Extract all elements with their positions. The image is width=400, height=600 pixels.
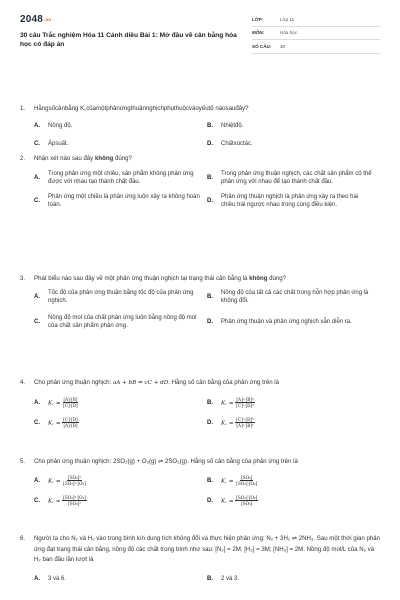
- question-2: [20, 154, 382, 210]
- question-4: [20, 378, 382, 429]
- formula-lhs: K꜀ =: [221, 498, 234, 505]
- option-d[interactable]: [207, 487, 380, 507]
- question-stem: Hằngsốcânbằng K꜀củamộtphảnứngthuậnnghịchphụthuộcvàoyếutố nàosauđây?: [34, 105, 249, 112]
- info-key: SỐ CÂU:: [252, 43, 272, 49]
- fraction-numerator: [SO₃]²: [68, 475, 82, 480]
- option-letter: B.: [207, 123, 213, 129]
- option-text: 3 và 6.: [48, 575, 67, 582]
- stem-part: đúng?: [113, 155, 132, 162]
- fraction-denominator: [SO₂]²·[O₂]: [63, 481, 86, 487]
- stem-part: Cho phản ứng thuận nghịch:: [34, 379, 113, 386]
- stem-part: đúng?: [267, 275, 287, 282]
- option-letter: C.: [34, 198, 40, 205]
- option-letter: B.: [207, 294, 213, 301]
- option-text: Tốc độ của phản ứng thuận bằng tốc độ của phản ứng nghịch.: [48, 290, 194, 305]
- option-b[interactable]: [207, 283, 380, 306]
- fraction: [62, 495, 87, 507]
- option-formula: [221, 495, 380, 507]
- option-letter: D.: [207, 497, 213, 504]
- option-text: Phản ứng một chiều là phản ứng luôn xảy ra không hoàn toàn.: [48, 193, 200, 209]
- option-letter: A.: [34, 399, 40, 406]
- question-stem: Cho phản ứng thuận nghịch: 2SO₂(g) + O₂(g) ⇌ 2SO₃(g). Hằng số cân bằng của phản ứng trên là: [34, 458, 298, 465]
- option-letter: A.: [34, 123, 40, 129]
- option-letter: C.: [34, 497, 40, 504]
- option-b[interactable]: [207, 466, 380, 487]
- option-text: Ápsuất.: [48, 141, 69, 148]
- formula-lhs: K꜀ =: [221, 420, 234, 427]
- fraction: [235, 475, 258, 487]
- fraction-denominator: [SO₃]²: [68, 501, 82, 507]
- option-a[interactable]: [34, 163, 207, 187]
- option-b[interactable]: [207, 163, 380, 187]
- option-letter: B.: [207, 399, 213, 406]
- option-text: Nhiệtđộ.: [221, 123, 244, 129]
- option-c[interactable]: [34, 130, 207, 148]
- fraction-numerator: [A]·[B]: [63, 397, 78, 402]
- info-row-subject: [252, 27, 380, 41]
- fraction-numerator: [SO₂]²·[O₂]: [63, 494, 86, 500]
- fraction-numerator: [A]ᵃ·[B]ᵇ: [236, 397, 254, 402]
- option-text: Trong phản ứng một chiều, sản phẩm không phản ứng được với nhau tạo thành chất đầu.: [48, 171, 194, 186]
- fraction: [62, 475, 87, 487]
- option-letter: C.: [34, 141, 40, 148]
- formula-lhs: K꜀ =: [48, 420, 61, 427]
- fraction-denominator: [C]·[D]: [63, 403, 78, 409]
- fraction-denominator: [SO₂]·[O₂]: [236, 481, 258, 487]
- option-text: Trong phản ứng thuận nghịch, các chất sản phẩm có thể phản ứng với nhau để tạo thành chất đầu.: [221, 171, 372, 186]
- option-letter: D.: [207, 141, 213, 148]
- option-d[interactable]: [207, 187, 380, 210]
- fraction: [62, 417, 78, 429]
- option-c[interactable]: [34, 487, 207, 507]
- option-text: Chấtxúctác.: [221, 141, 253, 148]
- option-letter: D.: [207, 319, 213, 326]
- option-d[interactable]: [207, 306, 380, 331]
- option-formula: [48, 397, 207, 409]
- fraction: [235, 417, 255, 429]
- question-number: 4.: [20, 379, 26, 386]
- stem-equation: aA + bB ⇌ cC + dD: [112, 380, 169, 386]
- option-letter: A.: [34, 294, 40, 301]
- stem-part: . Hằng số cân bằng của phản ứng trên là: [168, 379, 280, 386]
- formula-lhs: K꜀ =: [221, 400, 234, 407]
- option-a[interactable]: [34, 283, 207, 306]
- question-6: [20, 534, 382, 583]
- option-a[interactable]: [34, 566, 207, 583]
- fraction-numerator: [SO₂]·[O₂]: [236, 494, 258, 500]
- option-c[interactable]: [34, 187, 207, 210]
- question-3: [20, 274, 382, 331]
- option-formula: [221, 397, 380, 409]
- info-value: 30: [280, 43, 286, 49]
- option-formula: [48, 417, 207, 429]
- question-stem: Người ta cho N₂ và H₂ vào trong bình kín dung tích không đổi và thực hiện phản ứng: N₂ + 3H₂ ⇌ 2NH₃. Sau một thời gian phản ứng đạt trạng thái cân bằng, nồng độ các chất trong bình như sau: [N₂] = 2M; [H₂] = 3M; [NH₃] = 2M. Nồng độ mol/L của N₂ và H₂ ban đầu lần lượt là: [34, 535, 381, 564]
- fraction: [235, 495, 258, 507]
- question-number: 6.: [20, 535, 26, 542]
- fraction-denominator: [A]ᵃ·[B]ᵇ: [236, 423, 254, 429]
- page-header: [0, 0, 400, 68]
- site-logo[interactable]: [20, 14, 51, 25]
- option-letter: C.: [34, 319, 40, 326]
- option-letter: A.: [34, 575, 40, 582]
- option-letter: A.: [34, 175, 40, 182]
- option-a[interactable]: [34, 113, 207, 130]
- info-box: [252, 13, 380, 54]
- info-value: Hóa học: [280, 30, 298, 36]
- logo-suffix: .vn: [44, 17, 52, 22]
- question-5: [20, 457, 382, 507]
- fraction-denominator: [C]ᶜ·[D]ᵈ: [236, 403, 254, 409]
- info-row-class: [252, 13, 380, 27]
- question-number: 1.: [20, 105, 26, 112]
- question-stem: [34, 378, 382, 388]
- stem-part: Nhận xét nào sau đây: [34, 155, 95, 162]
- formula-lhs: K꜀ =: [48, 478, 61, 485]
- info-row-count: [252, 40, 380, 54]
- fraction-denominator: [SO₃]: [241, 501, 253, 507]
- option-b[interactable]: [207, 388, 380, 409]
- option-letter: B.: [207, 477, 213, 484]
- stem-emphasis: không: [94, 155, 114, 162]
- option-formula: [221, 475, 380, 487]
- formula-lhs: K꜀ =: [48, 498, 61, 505]
- fraction-numerator: [C]·[D]: [63, 416, 78, 422]
- stem-emphasis: không: [249, 275, 268, 282]
- question-number: 3.: [20, 275, 26, 282]
- option-letter: B.: [207, 575, 213, 582]
- question-1: [20, 104, 382, 149]
- info-value: Lớp 11: [280, 16, 295, 22]
- option-letter: B.: [207, 175, 213, 182]
- fraction-numerator: [C]ᶜ·[D]ᵈ: [236, 416, 254, 422]
- question-number: 5.: [20, 458, 26, 465]
- question-number: 2.: [20, 155, 26, 162]
- option-d[interactable]: [207, 130, 380, 148]
- question-stem: [34, 274, 382, 283]
- option-letter: D.: [207, 198, 213, 205]
- fraction: [235, 397, 255, 409]
- option-d[interactable]: [207, 409, 380, 429]
- option-c[interactable]: [34, 409, 207, 429]
- option-letter: A.: [34, 477, 40, 484]
- formula-lhs: K꜀ =: [221, 478, 234, 485]
- option-formula: [48, 475, 207, 487]
- option-a[interactable]: [34, 466, 207, 487]
- option-text: Nồng độ.: [48, 123, 73, 129]
- option-letter: C.: [34, 419, 40, 426]
- fraction-denominator: [A]·[B]: [63, 423, 78, 429]
- option-text: Phản ứng thuận nghịch là phản ứng xảy ra theo hai chiều trái ngược nhau trong cùng điều kiện.: [221, 193, 359, 209]
- page-title: 30 câu Trắc nghiệm Hóa 11 Cánh diều Bài 1: Mở đầu về cân bằng hóa học có đáp án: [20, 32, 237, 49]
- option-formula: [48, 495, 207, 507]
- option-a[interactable]: [34, 388, 207, 409]
- option-text: Nồng độ mol của chất phản ứng luôn bằng nồng độ mol của chất sản phẩm phản ứng.: [48, 314, 197, 330]
- option-text: Phản ứng thuận và phản ứng nghịch vẫn diễn ra.: [221, 319, 352, 326]
- info-key: MÔN:: [252, 30, 265, 36]
- option-formula: [221, 417, 380, 429]
- option-text: 2 và 3.: [221, 575, 240, 582]
- logo-text: 2048: [20, 14, 44, 25]
- option-letter: D.: [207, 419, 213, 426]
- option-b[interactable]: [207, 566, 380, 583]
- fraction: [62, 397, 78, 409]
- option-b[interactable]: [207, 113, 380, 130]
- stem-part: Phát biểu nào sau đây về một phản ứng thuận nghịch tại trạng thái cân bằng là: [34, 275, 250, 282]
- question-stem: [34, 154, 382, 163]
- info-key: LỚP:: [252, 16, 264, 22]
- option-c[interactable]: [34, 306, 207, 331]
- fraction-numerator: [SO₃]: [241, 475, 253, 480]
- option-text: Nồng độ của tất cả các chất trong hỗn hợp phản ứng là không đổi.: [221, 290, 369, 305]
- formula-lhs: K꜀ =: [48, 400, 61, 407]
